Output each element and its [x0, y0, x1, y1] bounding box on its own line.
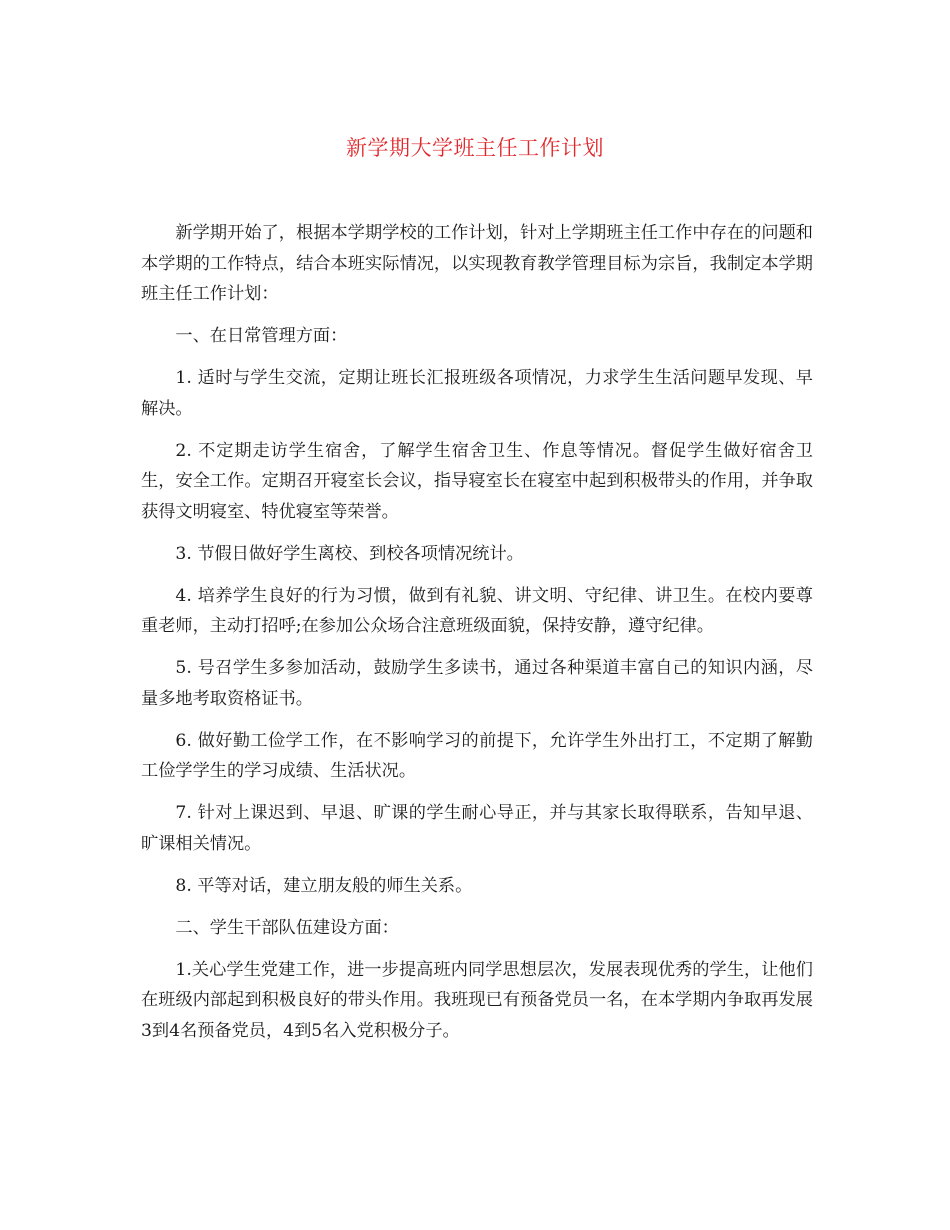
list-item-5: 5. 号召学生多参加活动，鼓励学生多读书，通过各种渠道丰富自己的知识内涵，尽量多地考取资格证书。 — [141, 658, 813, 709]
list-item-4: 4. 培养学生良好的行为习惯，做到有礼貌、讲文明、守纪律、讲卫生。在校内要尊重老师，主动打招呼;在参加公众场合注意班级面貌，保持安静，遵守纪律。 — [141, 585, 813, 636]
document-body — [141, 218, 813, 1058]
list-item-2: 2. 不定期走访学生宿舍，了解学生宿舍卫生、作息等情况。督促学生做好宿舍卫生，安全工作。定期召开寝室长会议，指导寝室长在寝室中起到积极带头的作用，并争取获得文明寝室、特优寝室等荣誉。 — [141, 440, 813, 522]
intro-paragraph: 新学期开始了，根据本学期学校的工作计划，针对上学期班主任工作中存在的问题和本学期的工作特点，结合本班实际情况，以实现教育教学管理目标为宗旨，我制定本学期班主任工作计划： — [141, 223, 813, 304]
section-heading-daily-management: 一、在日常管理方面： — [175, 326, 348, 346]
list-item-1: 1. 适时与学生交流，定期让班长汇报班级各项情况，力求学生生活问题早发现、早解决。 — [141, 368, 813, 419]
document-title: 新学期大学班主任工作计划 — [346, 136, 604, 160]
section-heading-student-cadres: 二、学生干部队伍建设方面： — [175, 917, 399, 938]
list-item-3: 3. 节假日做好学生离校、到校各项情况统计。 — [175, 543, 524, 564]
list-item-7: 7. 针对上课迟到、早退、旷课的学生耐心导正，并与其家长取得联系，告知早退、旷课相关情况。 — [141, 803, 813, 854]
list-item-6: 6. 做好勤工俭学工作，在不影响学习的前提下，允许学生外出打工，不定期了解勤工俭学学生的学习成绩、生活状况。 — [141, 730, 813, 781]
list-item-cadre-1: 1.关心学生党建工作，进一步提高班内同学思想层次，发展表现优秀的学生，让他们在班级内部起到积极良好的带头作用。我班现已有预备党员一名，在本学期内争取再发展3到4名预备党员，4到5名入党积极分子。 — [141, 959, 813, 1041]
list-item-8: 8. 平等对话，建立朋友般的师生关系。 — [175, 875, 473, 896]
